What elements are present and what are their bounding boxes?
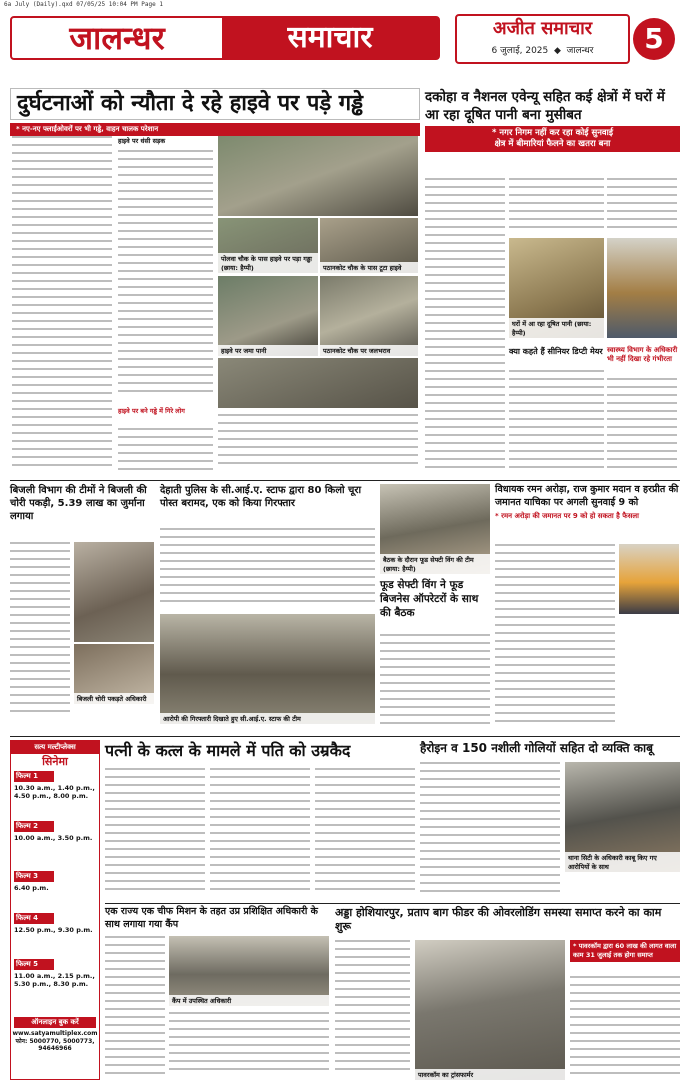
show-item	[14, 959, 96, 1015]
body-text	[12, 136, 112, 476]
show-times: 6.40 p.m.	[14, 884, 49, 892]
photo-pothole-6	[218, 358, 418, 408]
masthead	[0, 10, 687, 68]
story-food-safety	[380, 484, 490, 734]
divider	[10, 736, 680, 737]
show-times: 12.50 p.m., 9.30 p.m.	[14, 926, 93, 934]
online-booking-label: ऑनलाइन बुक करें	[14, 1017, 96, 1028]
story-feeder-overload	[335, 906, 680, 1082]
photo-caption: बैठक के दौरान फूड सेफ्टी विंग की टीम (छाया: हैप्पी)	[380, 554, 490, 574]
strap-line: * नए-नए फ्लाईओवरों पर भी गड्ढे, वाहन चालक परेशान	[10, 123, 420, 136]
body-text	[380, 634, 490, 732]
strap-line	[425, 126, 680, 152]
body-text	[10, 542, 70, 722]
masthead-brand-box: अजीत समाचार 6 जुलाई, 2025 ◆ जालन्धर	[455, 14, 630, 64]
masthead-title-right: समाचार	[222, 18, 438, 58]
body-text	[210, 768, 310, 898]
strap-line-2: क्षेत्र में बीमारियां फैलने का खतरा बना	[494, 139, 611, 149]
story-cia-arrest	[160, 484, 375, 734]
story-dirty-water	[425, 88, 680, 478]
strap-line-1: * नगर निगम नहीं कर रहा कोई सुनवाई	[491, 128, 614, 138]
strap-line: * रमन अरोड़ा की जमानत पर 9 को हो सकता है फैसला	[495, 512, 639, 520]
cinema-phone: फोन: 5000770, 5000773, 94646966	[15, 1038, 95, 1052]
show-times: 10.30 a.m., 1.40 p.m., 4.50 p.m., 8.00 p.m.	[14, 784, 95, 800]
body-text	[425, 178, 505, 478]
show-item	[14, 771, 96, 821]
issue-city: जालन्धर	[566, 46, 594, 56]
show-title: फिल्म 1	[14, 771, 54, 782]
cinema-subheader: सिनेमा	[42, 755, 68, 768]
show-list	[11, 769, 99, 1017]
photo-power-theft-2	[74, 644, 154, 704]
photo-meeting	[380, 484, 490, 574]
photo-power-theft	[74, 542, 154, 642]
show-times: 10.00 a.m., 3.50 p.m.	[14, 834, 93, 842]
headline: दकोहा व नैशनल एवेन्यू सहित कई क्षेत्रों में घरों में आ रहा दूषित पानी बना मुसीबत	[425, 89, 665, 123]
page-number: 5	[633, 18, 675, 60]
body-text	[607, 178, 677, 234]
show-times: 11.00 a.m., 2.15 p.m., 5.30 p.m., 8.30 p.m.	[14, 972, 95, 988]
photo-caption: पोलवा चौक के पास हाइवे पर पड़ा गड्ढा (छाया: हैप्पी)	[218, 253, 318, 273]
photo-caption: बिजली चोरी पकड़ते अधिकारी	[74, 693, 154, 704]
show-item	[14, 871, 96, 913]
masthead-title-left: जालन्धर	[69, 19, 165, 57]
photo-caption: आरोपी की गिरफ्तारी दिखाते हुए सी.आई.ए. स्टाफ की टीम	[160, 713, 375, 724]
show-title: फिल्म 3	[14, 871, 54, 882]
photo-mla	[619, 544, 679, 614]
body-text	[118, 150, 213, 400]
headline: अड्डा होशियारपुर, प्रताप बाग फीडर की ओवरलोडिंग समस्या समाप्त करने का काम शुरू	[335, 906, 662, 933]
headline: फूड सेफ्टी विंग ने फूड बिजनेस ऑपरेटरों के साथ की बैठक	[380, 579, 479, 619]
body-text	[118, 428, 213, 476]
body-text	[509, 178, 604, 234]
show-title: फिल्म 4	[14, 913, 54, 924]
photo-pothole-1	[218, 136, 418, 216]
subhead: क्या कहते हैं सीनियर डिप्टी मेयर	[509, 347, 603, 356]
body-text	[105, 768, 205, 898]
show-title: फिल्म 2	[14, 821, 54, 832]
page-slug: 6a July (Daily).qxd 07/05/25 10:04 PM Page 1	[4, 1, 163, 8]
photo-dirty-water	[509, 238, 604, 338]
body-text	[607, 378, 677, 474]
photo-camp	[169, 936, 329, 1006]
strap-line: * पावरकॉम द्वारा 60 लाख की लागत वाला काम 31 जुलाई तक होगा समाप्त	[570, 940, 680, 962]
subhead: हाइवे पर बने गड्ढे में गिरे लोग	[118, 407, 185, 415]
headline: दुर्घटनाओं को न्यौता दे रहे हाइवे पर पड़े गड्ढे	[10, 88, 420, 120]
photo-pothole-5	[320, 276, 418, 356]
photo-caption: कैंप में उपस्थित अधिकारी	[169, 995, 329, 1006]
subhead: स्वास्थ्य विभाग के अधिकारी भी नहीं दिखा रहे गंभीरता	[607, 346, 678, 363]
body-text	[169, 1012, 329, 1080]
photo-pothole-2	[218, 218, 318, 273]
headline: बिजली विभाग की टीमों ने बिजली की चोरी पकड़ी, 5.39 लाख का जुर्माना लगाया	[10, 485, 147, 522]
photo-caption: थाना सिटी के अधिकारी काबू किए गए आरोपियों के साथ	[565, 852, 680, 872]
body-text	[495, 544, 615, 730]
body-text	[105, 936, 165, 1080]
body-text	[160, 528, 375, 608]
photo-caption: पावरकॉम का ट्रांसफार्मर	[415, 1069, 565, 1080]
divider	[105, 903, 680, 904]
show-item	[14, 821, 96, 871]
photo-official	[607, 238, 677, 338]
story-bail-hearing	[495, 484, 680, 734]
photo-caption: पठानकोट चौक पर जलभराव	[320, 345, 418, 356]
brand-name: अजीत समाचार	[492, 18, 593, 39]
body-text	[570, 976, 680, 1080]
photo-caption: पठानकोट चौक के पास टूटा हाइवे	[320, 262, 418, 273]
headline: पत्नी के कत्ल के मामले में पति को उम्रकैद	[105, 741, 351, 760]
photo-caption: हाइवे पर जमा पानी	[218, 345, 318, 356]
photo-transformer	[415, 940, 565, 1080]
story-life-sentence	[105, 740, 415, 900]
divider	[10, 480, 680, 481]
story-heroin-arrest	[420, 740, 680, 900]
photo-pothole-4	[218, 276, 318, 356]
masthead-title	[10, 16, 440, 60]
story-power-theft	[10, 484, 155, 734]
body-text	[218, 414, 418, 474]
photo-heroin-arrest	[565, 762, 680, 872]
cinema-header: सत्य मल्टीप्लेक्स	[11, 741, 99, 754]
headline: एक राज्य एक चीफ मिशन के तहत उप्र प्रशिक्षित अधिकारी के साथ लगाया गया कैंप	[105, 906, 318, 930]
body-text	[509, 370, 604, 474]
cinema-website: www.satyamultiplex.com	[12, 1030, 98, 1037]
headline: हैरोइन व 150 नशीली गोलियों सहित दो व्यक्ति काबू	[420, 741, 653, 755]
issue-date: 6 जुलाई, 2025	[491, 46, 549, 56]
headline: विधायक रमन अरोड़ा, राज कुमार मदान व हरप्रीत की जमानत याचिका पर अगली सुनवाई 9 को	[495, 484, 679, 508]
headline: देहाती पुलिस के सी.आई.ए. स्टाफ द्वारा 80 किलो चूरा पोस्त बरामद, एक को किया गिरफ्तार	[160, 485, 362, 509]
photo-caption: घरों में आ रहा दूषित पानी (छाया: हैप्पी)	[509, 318, 604, 338]
body-text	[420, 762, 560, 898]
cinema-listing	[10, 740, 100, 1080]
subhead: हाइवे पर धंसी सड़क	[118, 137, 166, 145]
show-title: फिल्म 5	[14, 959, 54, 970]
photo-pothole-3	[320, 218, 418, 273]
show-item	[14, 913, 96, 959]
body-text	[335, 940, 410, 1080]
story-camp	[105, 906, 330, 1082]
photo-cia-team	[160, 614, 375, 724]
body-text	[315, 768, 415, 898]
story-potholes	[10, 88, 420, 478]
